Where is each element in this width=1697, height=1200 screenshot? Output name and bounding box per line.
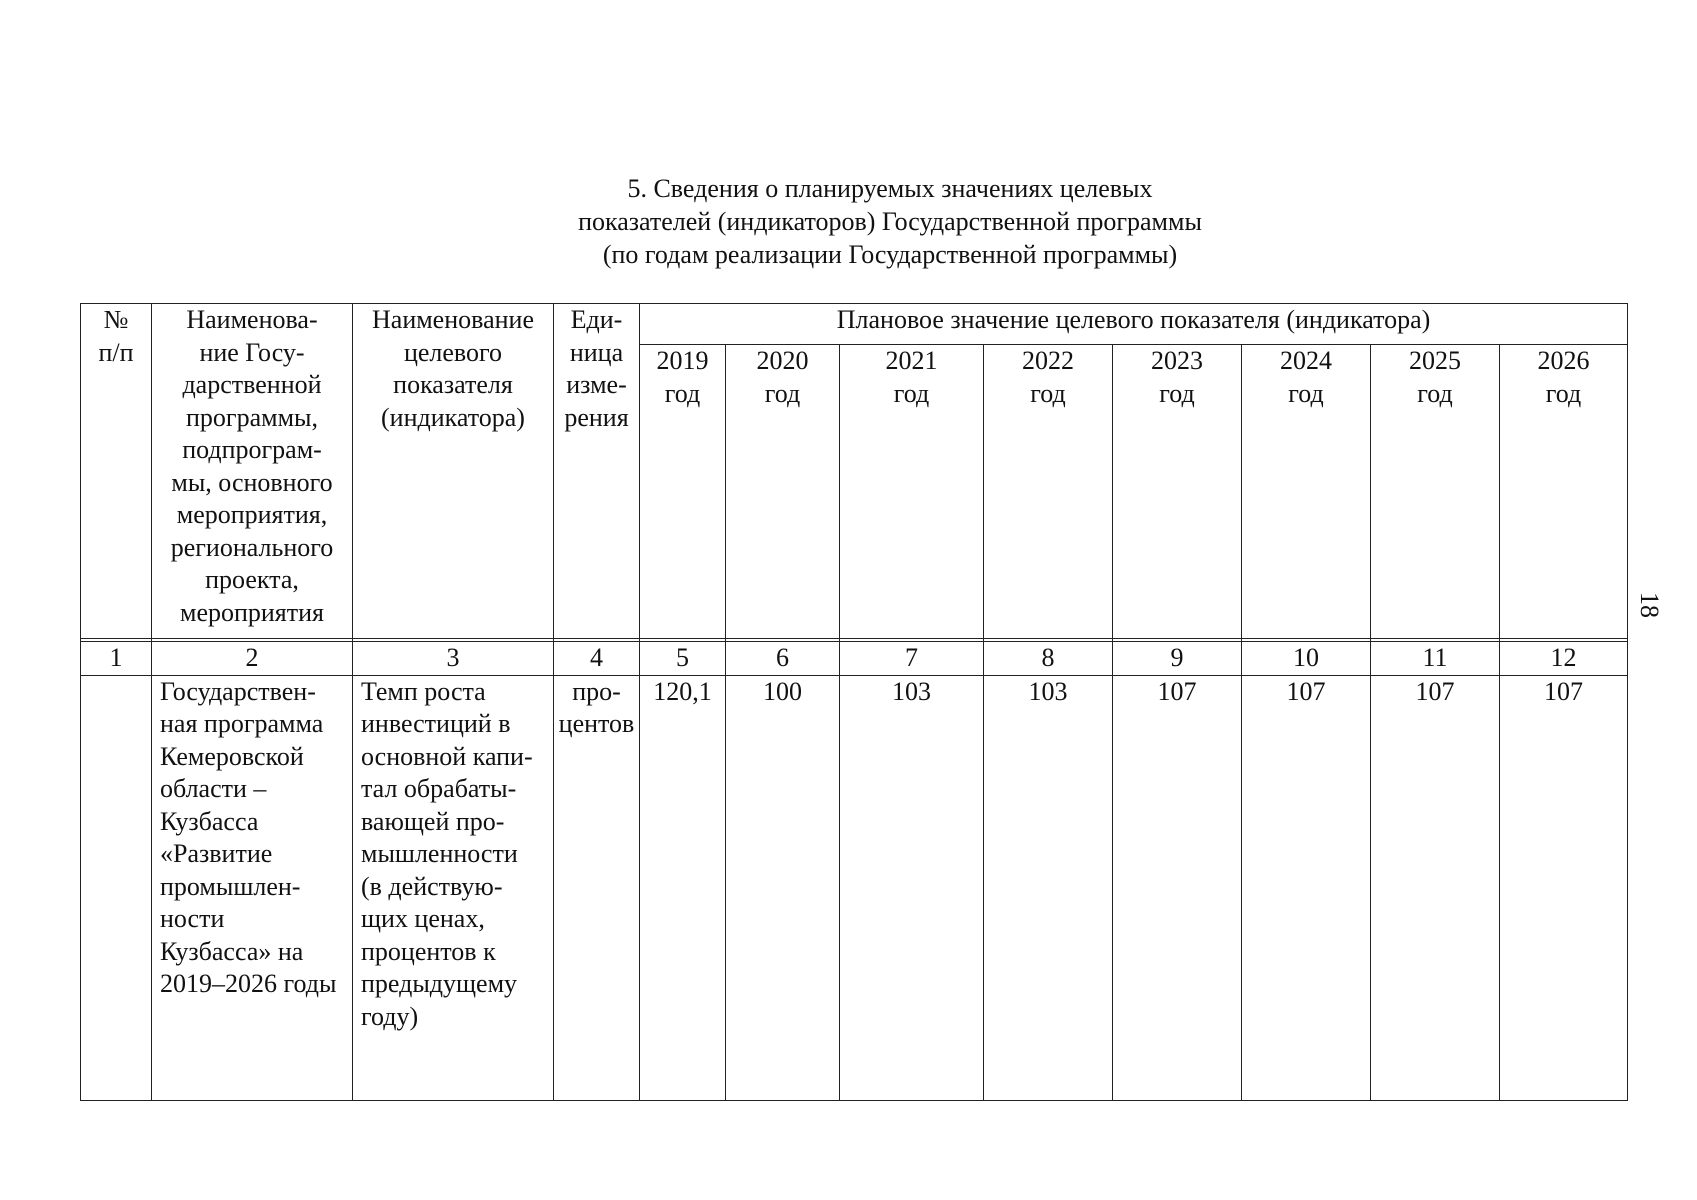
column-number: 6: [726, 642, 840, 676]
column-number: 8: [984, 642, 1113, 676]
page-number: 18: [1635, 592, 1664, 618]
header-row: [81, 304, 1628, 345]
header-year: 2024 год: [1242, 345, 1371, 639]
column-number: 1: [81, 642, 152, 676]
row-program-name: Государствен- ная программа Кемеровской области – Кузбасса «Развитие промышлен- ности Кузбасса» на 2019–2026 годы: [152, 675, 353, 1100]
column-number: 5: [640, 642, 726, 676]
title-line: показателей (индикаторов) Государственной программы: [578, 207, 1202, 236]
column-number-row: [81, 642, 1628, 676]
row-value-2023: 107: [1113, 675, 1242, 1100]
header-plan-value: Плановое значение целевого показателя (индикатора): [640, 304, 1628, 345]
row-unit: про- центов: [554, 675, 640, 1100]
header-indicator-name: Наименование целевого показателя (индикатора): [353, 304, 554, 639]
column-number: 3: [353, 642, 554, 676]
indicators-table: [80, 303, 1628, 1101]
header-year: 2026 год: [1500, 345, 1628, 639]
row-value-2024: 107: [1242, 675, 1371, 1100]
table-row: [81, 675, 1628, 1100]
header-unit: Еди- ница изме- рения: [554, 304, 640, 639]
column-number: 7: [840, 642, 984, 676]
row-value-2019: 120,1: [640, 675, 726, 1100]
row-value-2026: 107: [1500, 675, 1628, 1100]
column-number: 10: [1242, 642, 1371, 676]
row-number: [81, 675, 152, 1100]
header-year: 2023 год: [1113, 345, 1242, 639]
column-number: 2: [152, 642, 353, 676]
header-year: 2019 год: [640, 345, 726, 639]
row-value-2021: 103: [840, 675, 984, 1100]
header-number: № п/п: [81, 304, 152, 639]
document-title: [480, 172, 1300, 271]
header-year: 2025 год: [1371, 345, 1500, 639]
header-year: 2020 год: [726, 345, 840, 639]
header-year: 2022 год: [984, 345, 1113, 639]
row-value-2022: 103: [984, 675, 1113, 1100]
row-value-2025: 107: [1371, 675, 1500, 1100]
title-line: (по годам реализации Государственной программы): [602, 240, 1178, 269]
column-number: 4: [554, 642, 640, 676]
column-number: 11: [1371, 642, 1500, 676]
row-indicator-name: Темп роста инвестиций в основной капи- тал обрабаты- вающей про- мышленности (в действую- щих ценах, процентов к предыдущему году): [353, 675, 554, 1100]
column-number: 9: [1113, 642, 1242, 676]
row-value-2020: 100: [726, 675, 840, 1100]
column-number: 12: [1500, 642, 1628, 676]
header-year: 2021 год: [840, 345, 984, 639]
header-program-name: Наименова- ние Госу- дарственной программы, подпрограм- мы, основного мероприятия, регионального проекта, мероприятия: [152, 304, 353, 639]
title-line: 5. Сведения о планируемых значениях целевых: [627, 174, 1153, 203]
